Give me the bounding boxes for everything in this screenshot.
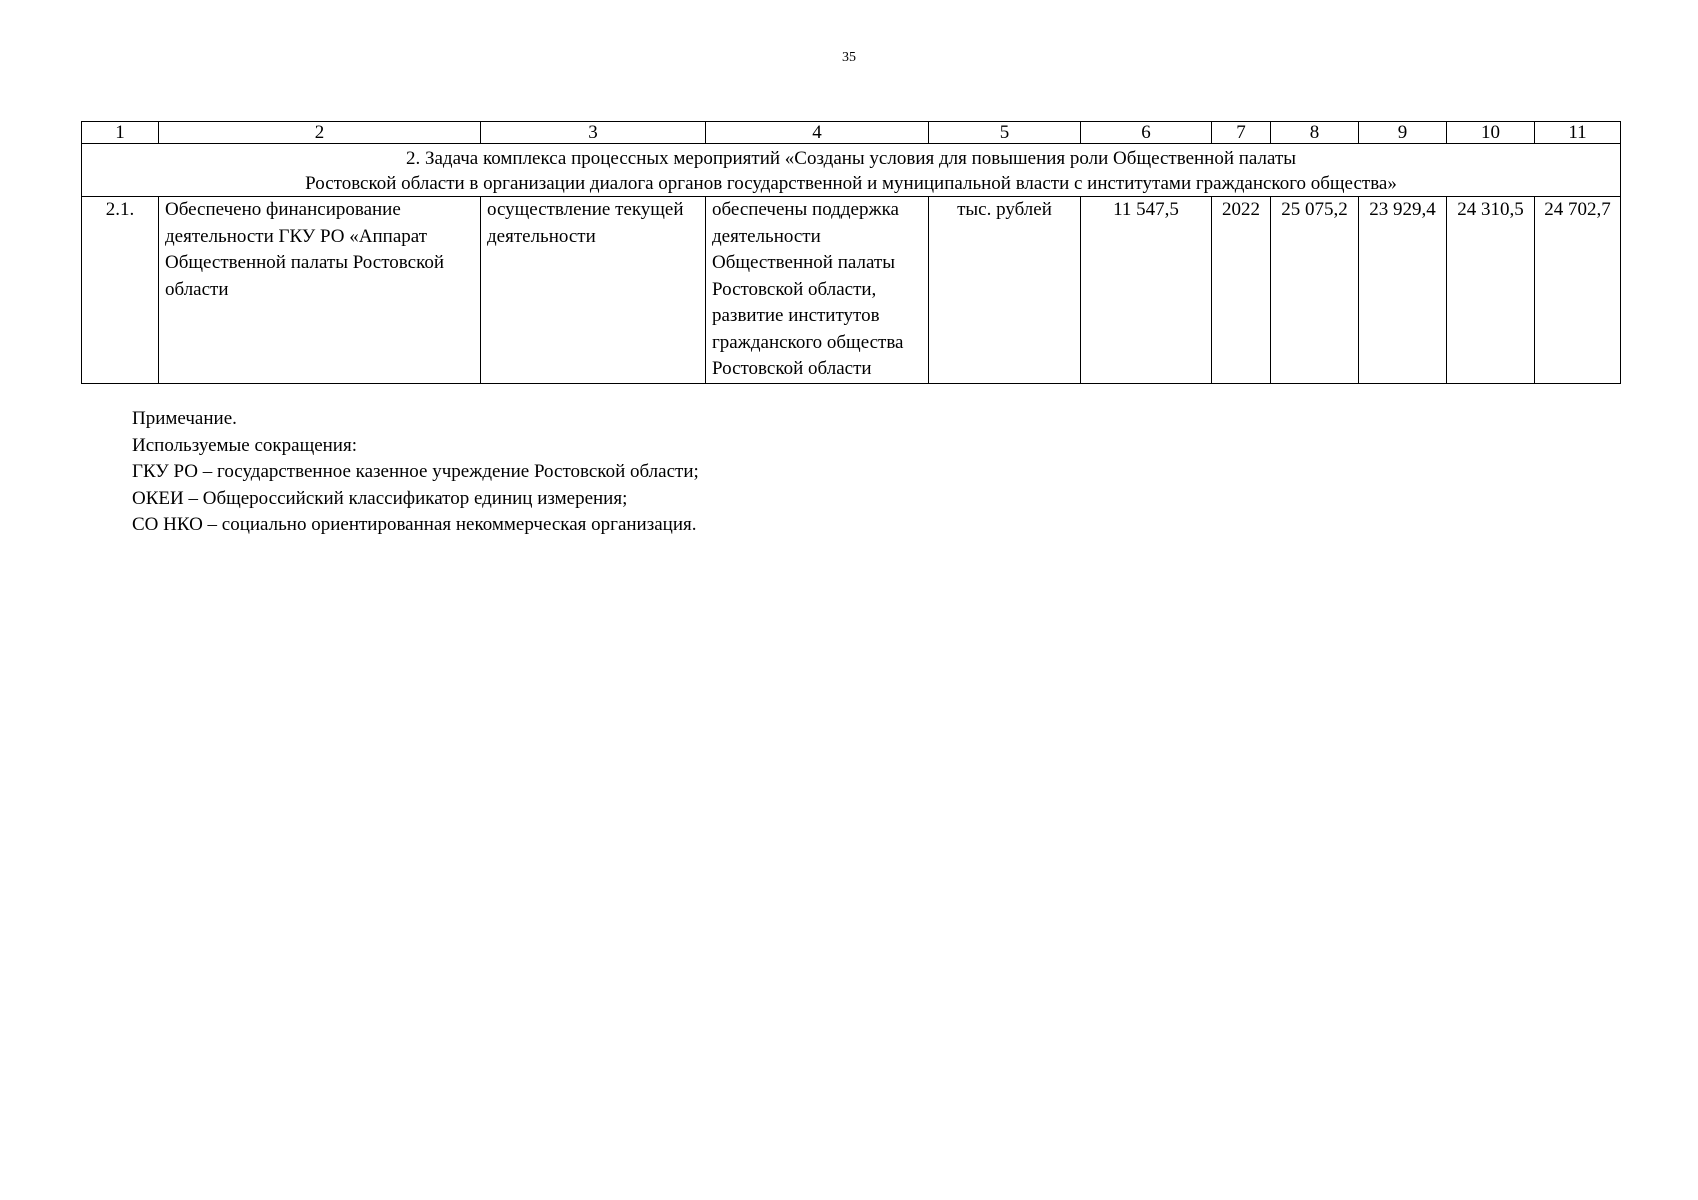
characteristic-line: обеспечены поддержка bbox=[712, 199, 899, 220]
value-column-8: 25 075,2 bbox=[1271, 197, 1359, 384]
task-heading-row bbox=[82, 144, 1621, 197]
characteristic-line: гражданского общества bbox=[712, 331, 904, 353]
result-name bbox=[159, 197, 481, 384]
note-line: ОКЕИ – Общероссийский классификатор единиц измерения; bbox=[132, 487, 628, 509]
characteristic-line: Ростовской области, bbox=[712, 278, 877, 300]
column-number: 1 bbox=[82, 122, 159, 144]
task-heading-line: Ростовской области в организации диалога органов государственной и муниципальной власти с институтами гражданского общества» bbox=[305, 173, 1397, 194]
note-line: СО НКО – социально ориентированная некоммерческая организация. bbox=[132, 514, 697, 535]
value-column-10: 24 310,5 bbox=[1447, 197, 1535, 384]
characteristic-line: Ростовской области bbox=[712, 358, 872, 379]
result-name-line: деятельности ГКУ РО «Аппарат bbox=[165, 225, 428, 247]
result-name-line: области bbox=[165, 278, 229, 300]
column-number-row bbox=[82, 122, 1621, 144]
process-measures-table bbox=[81, 121, 1621, 384]
task-heading bbox=[82, 144, 1621, 197]
page-number: 35 bbox=[842, 50, 856, 65]
column-number: 4 bbox=[706, 122, 929, 144]
column-number: 10 bbox=[1447, 122, 1535, 144]
value-column-11: 24 702,7 bbox=[1535, 197, 1621, 384]
characteristic-line: развитие институтов bbox=[712, 305, 880, 326]
column-number: 5 bbox=[929, 122, 1081, 144]
note-line: ГКУ РО – государственное казенное учреждение Ростовской области; bbox=[132, 461, 699, 482]
column-number: 3 bbox=[481, 122, 706, 144]
measure-type-line: осуществление текущей bbox=[487, 199, 684, 220]
base-value: 11 547,5 bbox=[1081, 197, 1212, 384]
notes-block bbox=[132, 406, 699, 539]
unit-of-measure: тыс. рублей bbox=[929, 197, 1081, 384]
column-number: 8 bbox=[1271, 122, 1359, 144]
value-column-9: 23 929,4 bbox=[1359, 197, 1447, 384]
measure-type bbox=[481, 197, 706, 384]
measure-type-line: деятельности bbox=[487, 225, 596, 247]
column-number: 6 bbox=[1081, 122, 1212, 144]
row-number: 2.1. bbox=[82, 197, 159, 384]
base-year: 2022 bbox=[1212, 197, 1271, 384]
characteristic-line: Общественной палаты bbox=[712, 252, 895, 273]
note-line: Используемые сокращения: bbox=[132, 434, 357, 456]
column-number: 2 bbox=[159, 122, 481, 144]
table-row bbox=[82, 197, 1621, 384]
result-name-line: Обеспечено финансирование bbox=[165, 199, 401, 220]
column-number: 11 bbox=[1535, 122, 1621, 144]
column-number: 7 bbox=[1212, 122, 1271, 144]
task-heading-line: 2. Задача комплекса процессных мероприятий «Созданы условия для повышения роли Общественной палаты bbox=[405, 148, 1297, 169]
result-characteristic bbox=[706, 197, 929, 384]
characteristic-line: деятельности bbox=[712, 225, 821, 247]
result-name-line: Общественной палаты Ростовской bbox=[165, 252, 444, 273]
column-number: 9 bbox=[1359, 122, 1447, 144]
note-line: Примечание. bbox=[132, 408, 237, 429]
